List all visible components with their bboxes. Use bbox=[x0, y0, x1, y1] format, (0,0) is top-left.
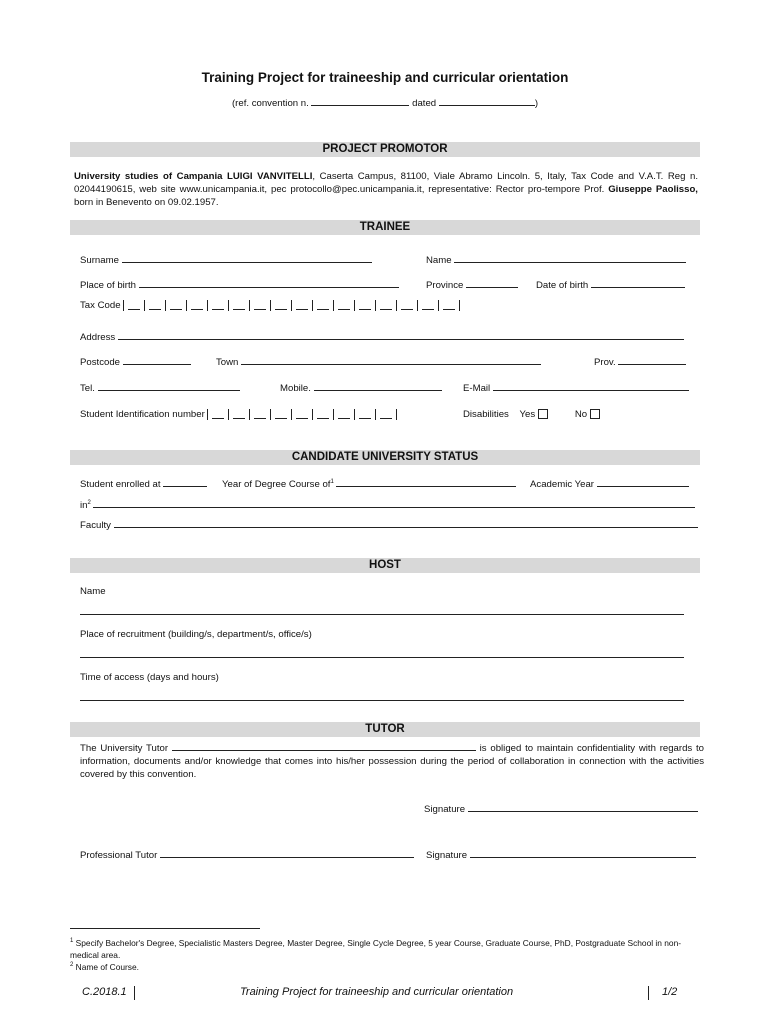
footer-divider-right bbox=[648, 986, 649, 1000]
host-place-label: Place of recruitment (building/s, department/s, office/s) bbox=[80, 629, 312, 640]
student-id-cell[interactable] bbox=[354, 409, 375, 420]
footnote-1-text: Specify Bachelor's Degree, Specialistic Masters Degree, Master Degree, Single Cycle Degree, 5 year Course, Graduate Course, PhD, Postgraduate School in non-medical area. bbox=[70, 938, 682, 960]
footnote-2-text: Name of Course. bbox=[75, 962, 139, 972]
date-of-birth-field[interactable] bbox=[591, 278, 685, 288]
tax-code-row bbox=[80, 300, 460, 311]
province-label: Province bbox=[426, 280, 464, 291]
academic-year-label: Academic Year bbox=[530, 479, 594, 490]
tax-code-cell[interactable] bbox=[186, 300, 207, 311]
in-row bbox=[80, 498, 695, 511]
tax-code-label: Tax Code bbox=[80, 300, 121, 311]
town-field[interactable] bbox=[241, 355, 541, 365]
signature-label-2: Signature bbox=[426, 850, 468, 861]
yes-label: Yes bbox=[519, 409, 536, 420]
student-id-cell[interactable] bbox=[291, 409, 312, 420]
tutor-paragraph bbox=[80, 741, 704, 781]
student-id-cell[interactable] bbox=[228, 409, 249, 420]
tax-code-cell[interactable] bbox=[396, 300, 417, 311]
no-label: No bbox=[574, 409, 588, 420]
prov-field[interactable] bbox=[618, 355, 686, 365]
footer-title: Training Project for traineeship and curricular orientation bbox=[240, 986, 514, 998]
student-id-cell[interactable] bbox=[312, 409, 333, 420]
province-field[interactable] bbox=[466, 278, 518, 288]
student-id-cells[interactable] bbox=[207, 409, 397, 420]
yes-checkbox[interactable] bbox=[538, 409, 548, 419]
name-field[interactable] bbox=[454, 253, 686, 263]
date-of-birth-row bbox=[536, 278, 685, 291]
host-name-field[interactable] bbox=[80, 614, 684, 615]
convention-date-field[interactable] bbox=[439, 96, 535, 106]
tel-label: Tel. bbox=[80, 383, 95, 394]
footnote-1-number: 1 bbox=[70, 938, 74, 945]
in-field[interactable] bbox=[93, 498, 695, 508]
host-time-field[interactable] bbox=[80, 700, 684, 701]
address-field[interactable] bbox=[118, 330, 684, 340]
student-id-cell[interactable] bbox=[207, 409, 228, 420]
tax-code-cell[interactable] bbox=[144, 300, 165, 311]
email-label: E-Mail bbox=[463, 383, 491, 394]
town-row bbox=[216, 355, 541, 368]
promotor-text-1: , Caserta Campus, 81100, Viale Abramo Lincoln. 5, Italy, Tax Code and V.A.T. Reg n. 02044190615, web site www.unicampania.it, pec protocollo@pec.unicampania.it, representative: Rector pro-tempore Prof. bbox=[74, 171, 698, 195]
faculty-row bbox=[80, 518, 698, 531]
surname-field[interactable] bbox=[122, 253, 372, 263]
tax-code-cell[interactable] bbox=[123, 300, 144, 311]
email-field[interactable] bbox=[493, 381, 689, 391]
name-row bbox=[426, 253, 686, 266]
tax-code-cell[interactable] bbox=[438, 300, 459, 311]
footnote-divider bbox=[70, 928, 260, 929]
address-label: Address bbox=[80, 332, 116, 343]
postcode-row bbox=[80, 355, 191, 368]
professional-tutor-label: Professional Tutor bbox=[80, 850, 158, 861]
footer-document-code: C.2018.1 bbox=[82, 986, 127, 998]
prov-row bbox=[594, 355, 686, 368]
student-id-cell[interactable] bbox=[333, 409, 354, 420]
mobile-label: Mobile. bbox=[280, 383, 311, 394]
host-name-label: Name bbox=[80, 586, 106, 597]
town-label: Town bbox=[216, 357, 239, 368]
enrolled-label: Student enrolled at bbox=[80, 479, 161, 490]
footnote-2-number: 2 bbox=[70, 962, 74, 969]
date-of-birth-label: Date of birth bbox=[536, 280, 589, 291]
faculty-field[interactable] bbox=[114, 518, 698, 528]
place-of-birth-label: Place of birth bbox=[80, 280, 136, 291]
host-time-label: Time of access (days and hours) bbox=[80, 672, 219, 683]
footnote-ref-2: 2 bbox=[87, 499, 91, 506]
promotor-representative-name: Giuseppe Paolisso, bbox=[608, 184, 698, 195]
tax-code-cell[interactable] bbox=[312, 300, 333, 311]
university-tutor-field[interactable] bbox=[172, 741, 476, 751]
university-tutor-label: The University Tutor bbox=[80, 743, 169, 754]
tax-code-cell[interactable] bbox=[165, 300, 186, 311]
tax-code-cells[interactable] bbox=[123, 300, 460, 311]
tel-field[interactable] bbox=[98, 381, 240, 391]
footnote-ref-1: 1 bbox=[330, 478, 334, 485]
tel-row bbox=[80, 381, 240, 394]
enrolled-row bbox=[80, 477, 207, 490]
place-of-birth-row bbox=[80, 278, 399, 291]
university-tutor-signature-row bbox=[424, 802, 698, 815]
name-label: Name bbox=[426, 255, 452, 266]
document-title: Training Project for traineeship and curricular orientation bbox=[201, 70, 569, 85]
student-id-row bbox=[80, 409, 397, 420]
tax-code-cell[interactable] bbox=[354, 300, 375, 311]
faculty-label: Faculty bbox=[80, 520, 111, 531]
tax-code-cell[interactable] bbox=[207, 300, 228, 311]
disabilities-row bbox=[463, 409, 600, 420]
promotor-text-2: born in Benevento on 09.02.1957. bbox=[74, 197, 219, 208]
place-of-birth-field[interactable] bbox=[139, 278, 399, 288]
tax-code-cell[interactable] bbox=[270, 300, 291, 311]
section-header-status: CANDIDATE UNIVERSITY STATUS bbox=[70, 450, 700, 465]
tax-code-cell[interactable] bbox=[291, 300, 312, 311]
academic-year-row bbox=[530, 477, 689, 490]
footnote-1 bbox=[70, 937, 700, 961]
ref-suffix: ) bbox=[534, 98, 539, 109]
year-course-field[interactable] bbox=[336, 477, 516, 487]
in-label: in bbox=[80, 500, 88, 511]
section-header-promotor: PROJECT PROMOTOR bbox=[70, 142, 700, 157]
tax-code-cell[interactable] bbox=[333, 300, 354, 311]
professional-tutor-field[interactable] bbox=[160, 848, 414, 858]
no-checkbox[interactable] bbox=[590, 409, 600, 419]
host-place-field[interactable] bbox=[80, 657, 684, 658]
postcode-label: Postcode bbox=[80, 357, 121, 368]
signature-label-1: Signature bbox=[424, 804, 466, 815]
year-course-row bbox=[222, 477, 516, 490]
student-id-label: Student Identification number bbox=[80, 409, 205, 420]
email-row bbox=[463, 381, 689, 394]
reference-line bbox=[0, 96, 770, 109]
prov-label: Prov. bbox=[594, 357, 616, 368]
ref-prefix: (ref. convention n. bbox=[231, 98, 309, 109]
section-header-host: HOST bbox=[70, 558, 700, 573]
surname-label: Surname bbox=[80, 255, 119, 266]
tutor-obligation-text: is obliged to maintain confidentiality with regards to information, documents and/or knowledge that comes into his/her possession during the period of collaboration in connection with the activities covered by this convention. bbox=[80, 743, 705, 780]
tax-code-cell-end bbox=[459, 300, 460, 311]
province-row bbox=[426, 278, 518, 291]
tax-code-cell[interactable] bbox=[249, 300, 270, 311]
professional-tutor-signature-field[interactable] bbox=[470, 848, 696, 858]
footer-page-number: 1/2 bbox=[662, 986, 678, 998]
footer-divider-left bbox=[134, 986, 135, 1000]
address-row bbox=[80, 330, 684, 343]
student-id-cell[interactable] bbox=[375, 409, 396, 420]
footnote-2 bbox=[70, 961, 700, 973]
professional-tutor-signature-row bbox=[426, 848, 696, 861]
tax-code-cell[interactable] bbox=[228, 300, 249, 311]
mobile-field[interactable] bbox=[314, 381, 442, 391]
mobile-row bbox=[280, 381, 442, 394]
postcode-field[interactable] bbox=[123, 355, 191, 365]
student-id-cell[interactable] bbox=[270, 409, 291, 420]
student-id-cell-end bbox=[396, 409, 397, 420]
enrolled-field[interactable] bbox=[163, 477, 207, 487]
year-course-label: Year of Degree Course of bbox=[222, 479, 331, 490]
student-id-cell[interactable] bbox=[249, 409, 270, 420]
ref-dated-label: dated bbox=[412, 98, 437, 109]
tax-code-cell[interactable] bbox=[417, 300, 438, 311]
university-tutor-signature-field[interactable] bbox=[468, 802, 698, 812]
section-header-trainee: TRAINEE bbox=[70, 220, 700, 235]
professional-tutor-row bbox=[80, 848, 414, 861]
academic-year-field[interactable] bbox=[597, 477, 689, 487]
section-header-tutor: TUTOR bbox=[70, 722, 700, 737]
surname-row bbox=[80, 253, 372, 266]
promotor-university-name: University studies of Campania LUIGI VANVITELLI bbox=[74, 171, 313, 182]
disabilities-label: Disabilities bbox=[463, 409, 509, 420]
promotor-paragraph bbox=[74, 170, 698, 209]
tax-code-cell[interactable] bbox=[375, 300, 396, 311]
convention-number-field[interactable] bbox=[311, 96, 409, 106]
